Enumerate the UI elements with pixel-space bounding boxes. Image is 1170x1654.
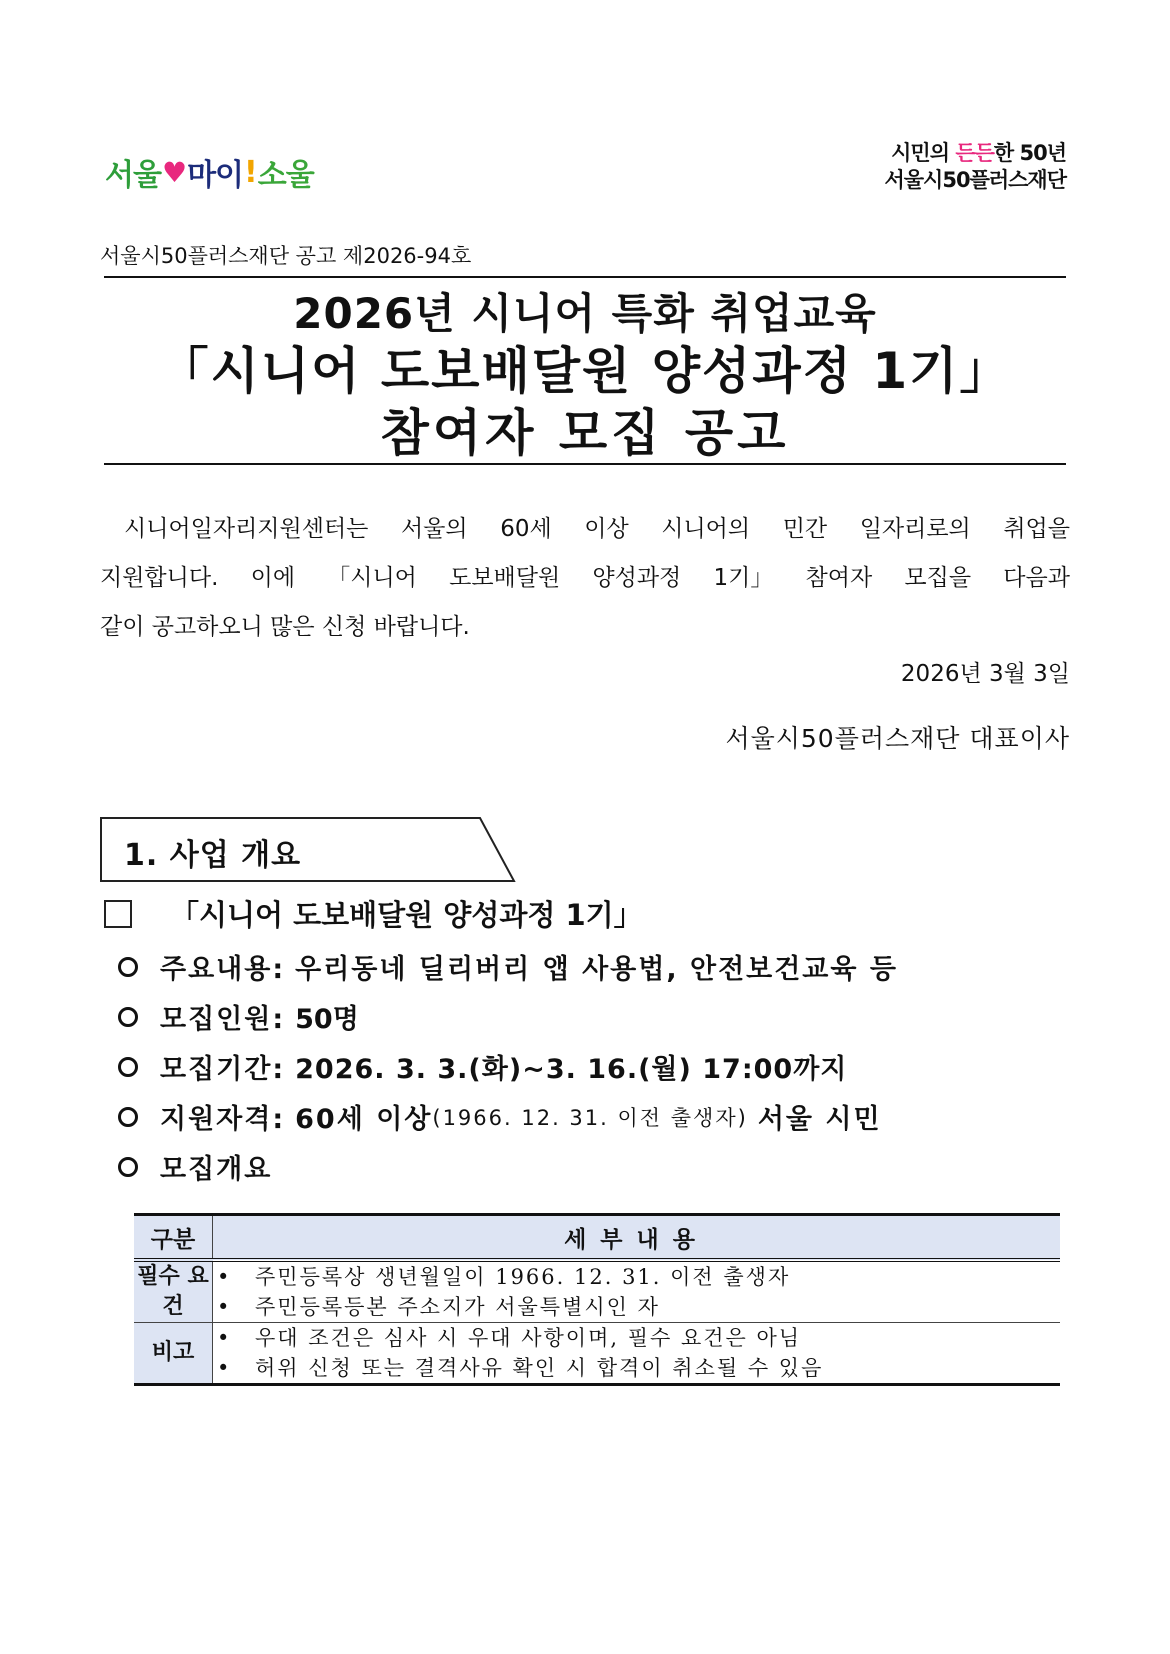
header-details: 세부내용 bbox=[213, 1215, 1061, 1261]
intro-word: 지원합니다. bbox=[100, 565, 219, 591]
bullet-dot-icon: • bbox=[217, 1326, 232, 1350]
intro-word: 시니어의 bbox=[661, 516, 751, 542]
intro-word: 참여자 bbox=[805, 565, 873, 591]
issuer: 서울시50플러스재단 대표이사 bbox=[725, 724, 1070, 753]
intro-line-3: 같이 공고하오니 많은 신청 바랍니다. bbox=[100, 614, 470, 640]
bullet-count: 모집인원: 50명 bbox=[118, 997, 359, 1036]
intro-word: 취업을 bbox=[1003, 516, 1070, 542]
bullet-dot-icon: • bbox=[217, 1295, 232, 1319]
title-top-rule bbox=[104, 276, 1066, 278]
table-row bbox=[134, 1260, 1060, 1323]
intro-word: 이에 bbox=[250, 565, 296, 591]
circle-bullet-icon bbox=[118, 1107, 138, 1127]
bullet-eligibility: 지원자격: 60세 이상 (1966. 12. 31. 이전 출생자) 서울 시민 bbox=[118, 1097, 882, 1136]
program-heading: 「시니어 도보배달원 양성과정 1기」 bbox=[104, 893, 643, 934]
bullet-content: 주요내용: 우리동네 딜리버리 앱 사용법, 안전보건교육 등 bbox=[118, 947, 898, 986]
circle-bullet-icon bbox=[118, 1007, 138, 1027]
list-item: • 주민등록상 생년월일이 1966. 12. 31. 이전 출생자 bbox=[213, 1262, 1060, 1292]
intro-word: 모집을 bbox=[904, 565, 972, 591]
section-title: 1. 사업 개요 bbox=[124, 838, 302, 873]
row-details bbox=[213, 1323, 1061, 1385]
recruitment-table bbox=[134, 1213, 1060, 1386]
row-category: 비고 bbox=[134, 1323, 213, 1385]
header-category: 구분 bbox=[134, 1215, 213, 1261]
intro-word: 이상 bbox=[584, 516, 629, 542]
title-line-1: 2026년 시니어 특화 취업교육 bbox=[293, 289, 877, 338]
list-item: • 우대 조건은 심사 시 우대 사항이며, 필수 요건은 아님 bbox=[213, 1323, 1060, 1353]
title-line-3: 참여자 모집 공고 bbox=[380, 404, 790, 462]
intro-word: 도보배달원 bbox=[449, 565, 561, 591]
intro-word: 서울의 bbox=[400, 516, 468, 542]
intro-line-1 bbox=[100, 505, 1070, 554]
list-item: • 주민등록등본 주소지가 서울특별시인 자 bbox=[213, 1292, 1060, 1322]
intro-line-2 bbox=[100, 554, 1070, 603]
intro-word: 민간 bbox=[782, 516, 828, 542]
circle-bullet-icon bbox=[118, 957, 138, 977]
notice-number: 서울시50플러스재단 공고 제2026-94호 bbox=[100, 244, 472, 268]
circle-bullet-icon bbox=[118, 1157, 138, 1177]
checkbox-icon bbox=[104, 900, 132, 928]
bullet-overview: 모집개요 bbox=[118, 1147, 272, 1186]
title-bottom-rule bbox=[104, 463, 1066, 465]
intro-paragraph bbox=[100, 505, 1070, 652]
title-line-2: 「시니어 도보배달원 양성과정 1기」 bbox=[158, 342, 1012, 400]
table-header-row bbox=[134, 1215, 1060, 1261]
row-category: 필수 요건 bbox=[134, 1260, 213, 1323]
intro-word: 다음과 bbox=[1003, 565, 1070, 591]
intro-word: 60세 bbox=[500, 516, 552, 542]
seoul-my-soul-logo: 서울 ♥ 마이 ! 소울 bbox=[105, 154, 314, 193]
bullet-period: 모집기간: 2026. 3. 3.(화)~3. 16.(월) 17:00까지 bbox=[118, 1047, 847, 1086]
row-details bbox=[213, 1260, 1061, 1323]
notice-date: 2026년 3월 3일 bbox=[900, 661, 1070, 687]
intro-word: 「시니어 bbox=[327, 565, 417, 591]
bullet-dot-icon: • bbox=[217, 1356, 232, 1380]
circle-bullet-icon bbox=[118, 1057, 138, 1077]
intro-word: 일자리로의 bbox=[859, 516, 971, 542]
list-item: • 허위 신청 또는 결격사유 확인 시 합격이 취소될 수 있음 bbox=[213, 1353, 1060, 1383]
table-row bbox=[134, 1323, 1060, 1385]
intro-word: 시니어일자리지원센터는 bbox=[124, 516, 369, 542]
bullet-dot-icon: • bbox=[217, 1265, 232, 1289]
intro-word: 1기」 bbox=[713, 565, 774, 591]
foundation-slogan: 시민의 든든한 50년 서울시50플러스재단 bbox=[884, 141, 1066, 192]
intro-word: 양성과정 bbox=[592, 565, 682, 591]
